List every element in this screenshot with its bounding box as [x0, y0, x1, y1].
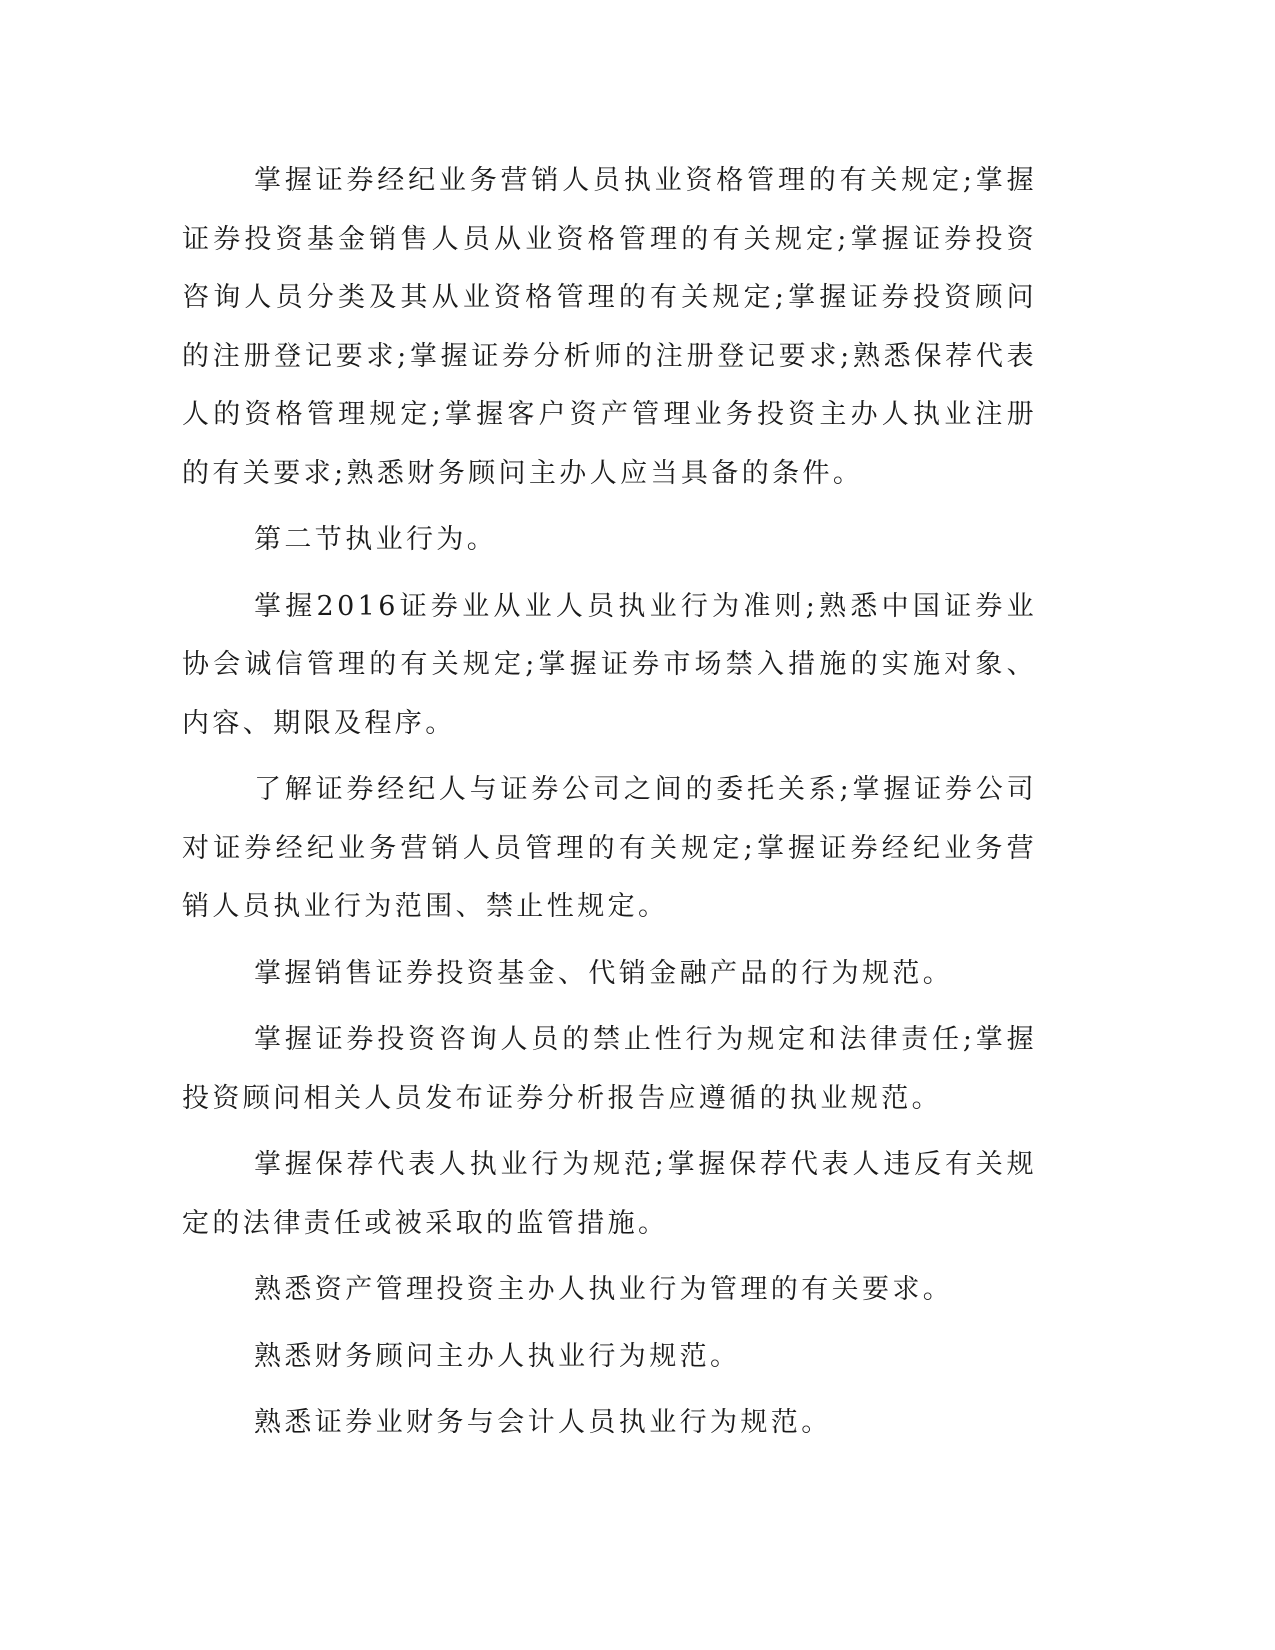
paragraph-broker-relationship: 了解证券经纪人与证券公司之间的委托关系;掌握证券公司对证券经纪业务营销人员管理的有关规定;掌握证券经纪业务营销人员执业行为范围、禁止性规定。 — [182, 774, 1037, 922]
paragraph-fund-sales: 掌握销售证券投资基金、代销金融产品的行为规范。 — [254, 957, 954, 989]
document-body — [182, 152, 1037, 1461]
paragraph-sponsor-conduct: 掌握保荐代表人执业行为规范;掌握保荐代表人违反有关规定的法律责任或被采取的监管措施。 — [182, 1149, 1037, 1239]
paragraph-code-of-conduct: 掌握2016证券业从业人员执业行为准则;熟悉中国证券业协会诚信管理的有关规定;掌握证券市场禁入措施的实施对象、内容、期限及程序。 — [182, 590, 1037, 739]
section-heading: 第二节执业行为。 — [254, 524, 498, 555]
paragraph-advisory-conduct: 掌握证券投资咨询人员的禁止性行为规定和法律责任;掌握投资顾问相关人员发布证券分析报告应遵循的执业规范。 — [182, 1024, 1037, 1114]
paragraph-financial-advisor: 熟悉财务顾问主办人执业行为规范。 — [254, 1340, 741, 1372]
paragraph-accounting-staff: 熟悉证券业财务与会计人员执业行为规范。 — [254, 1407, 832, 1438]
paragraph-qualification-management: 掌握证券经纪业务营销人员执业资格管理的有关规定;掌握证券投资基金销售人员从业资格管理的有关规定;掌握证券投资咨询人员分类及其从业资格管理的有关规定;掌握证券投资顾问的注册登记要求;掌握证券分析师的注册登记要求;熟悉保荐代表人的资格管理规定;掌握客户资产管理业务投资主办人执业注册的有关要求;熟悉财务顾问主办人应当具备的条件。 — [182, 165, 1037, 489]
paragraph-asset-management: 熟悉资产管理投资主办人执业行为管理的有关要求。 — [254, 1274, 954, 1305]
